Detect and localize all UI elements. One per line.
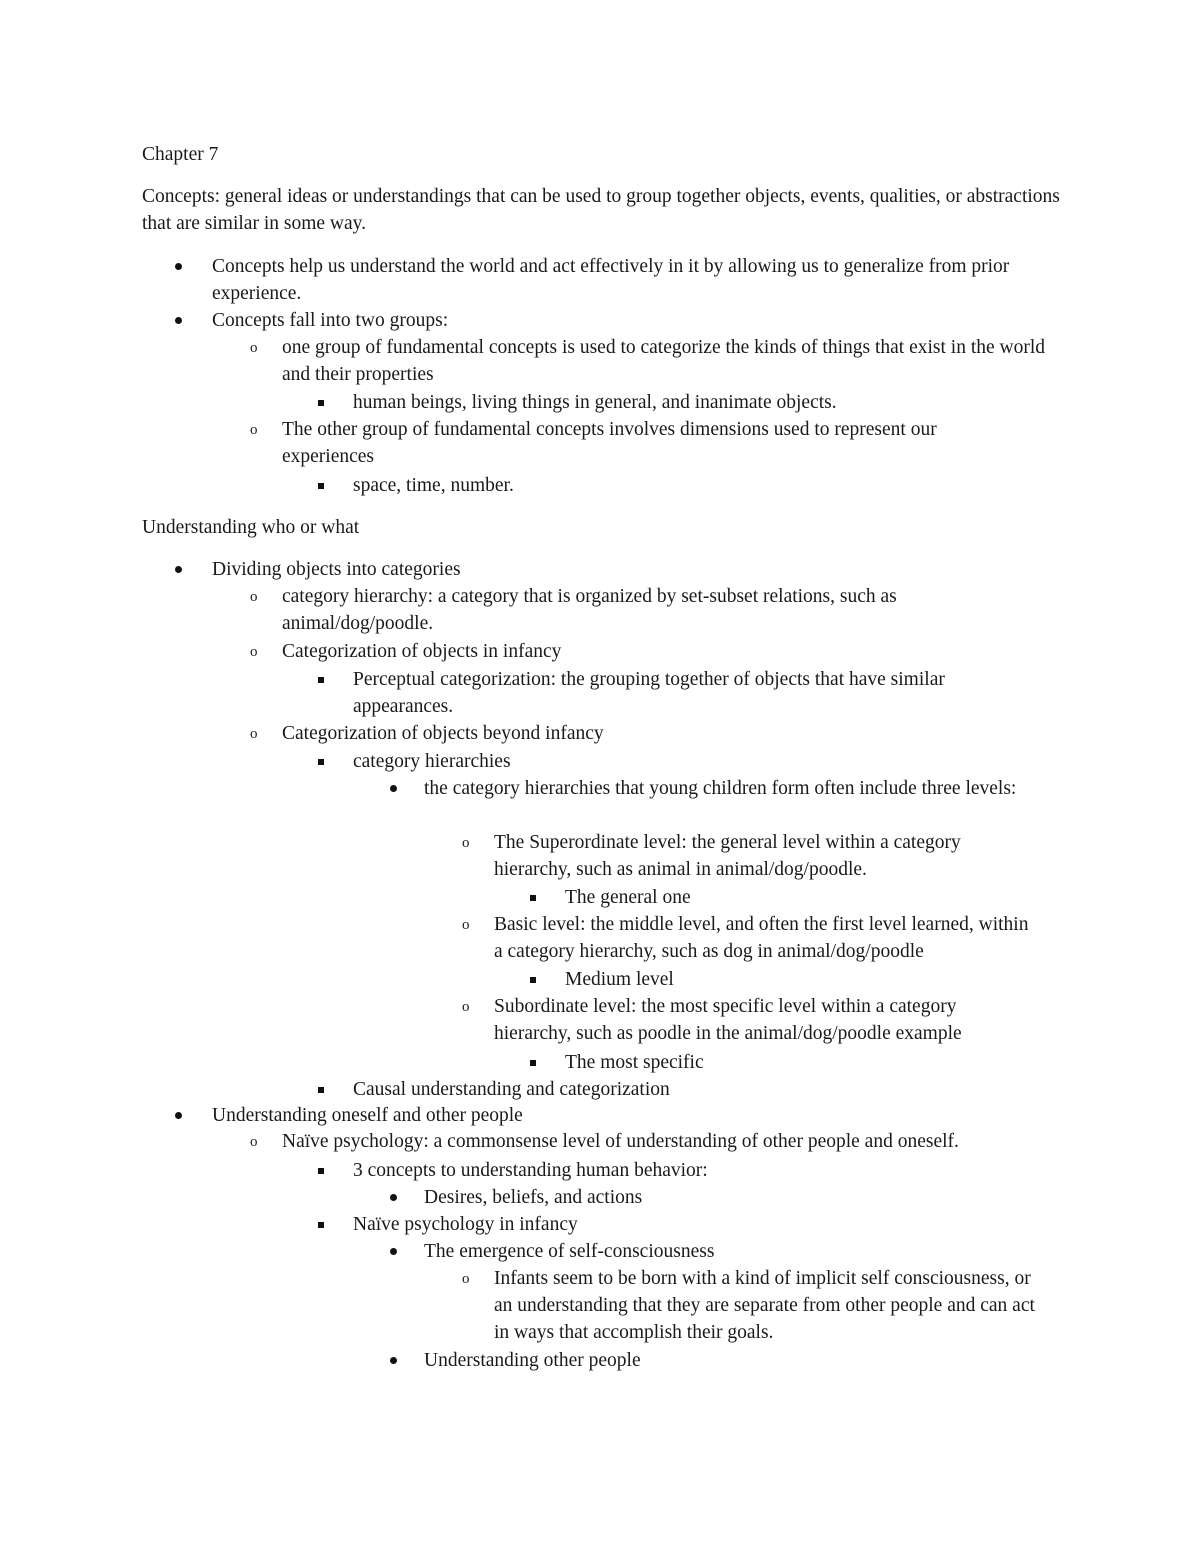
- square-bullet-icon: [318, 472, 324, 489]
- circle-bullet-icon: o: [462, 835, 470, 851]
- list-item: o Categorization of objects beyond infancy: [250, 720, 1052, 747]
- bullet-icon: [390, 1347, 397, 1364]
- list-item: Understanding oneself and other people: [175, 1102, 1062, 1129]
- bullet-icon: [175, 307, 182, 324]
- list-item: The emergence of self-consciousness: [390, 1238, 1029, 1265]
- list-item: o category hierarchy: a category that is organized by set-subset relations, such as animal/dog/poodle.: [250, 583, 982, 637]
- list-item: o The Superordinate level: the general level within a category hierarchy, such as animal in animal/dog/poodle.: [462, 829, 1024, 883]
- list-item: o Infants seem to be born with a kind of implicit self consciousness, or an understanding that they are separate from other people and can act in ways that accomplish their goals.: [462, 1265, 1049, 1347]
- list-item: space, time, number.: [318, 472, 1053, 499]
- section-heading: Understanding who or what: [142, 517, 360, 538]
- square-bullet-icon: [530, 1049, 536, 1066]
- circle-bullet-icon: o: [462, 917, 470, 933]
- square-bullet-icon: [318, 389, 324, 406]
- list-item: 3 concepts to understanding human behavior:: [318, 1157, 1053, 1184]
- list-item: Concepts fall into two groups:: [175, 307, 1062, 334]
- list-item: o Basic level: the middle level, and often the first level learned, within a category hierarchy, such as dog in animal/dog/poodle: [462, 911, 1039, 965]
- circle-bullet-icon: o: [250, 1134, 258, 1150]
- list-item: Medium level: [530, 966, 1045, 993]
- list-item: o Categorization of objects in infancy: [250, 638, 1052, 665]
- square-bullet-icon: [318, 1211, 324, 1228]
- list-item: The most specific: [530, 1049, 1045, 1076]
- bullet-icon: [175, 253, 182, 270]
- list-item: o Naïve psychology: a commonsense level of understanding of other people and oneself.: [250, 1128, 1072, 1155]
- intro-paragraph: Concepts: general ideas or understandings that can be used to group together objects, events, qualities, or abstractions that are similar in some way.: [142, 186, 1060, 235]
- chapter-title: Chapter 7: [142, 144, 219, 165]
- square-bullet-icon: [318, 748, 324, 765]
- bullet-icon: [390, 775, 397, 792]
- circle-bullet-icon: o: [250, 589, 258, 605]
- circle-bullet-icon: o: [250, 644, 258, 660]
- circle-bullet-icon: o: [250, 340, 258, 356]
- list-item: human beings, living things in general, and inanimate objects.: [318, 389, 1053, 416]
- list-item: Desires, beliefs, and actions: [390, 1184, 1029, 1211]
- list-item: Concepts help us understand the world and act effectively in it by allowing us to generalize from prior experience.: [175, 253, 1062, 307]
- list-item: Understanding other people: [390, 1347, 1029, 1374]
- bullet-icon: [175, 1102, 182, 1119]
- circle-bullet-icon: o: [462, 999, 470, 1015]
- bullet-icon: [390, 1238, 397, 1255]
- circle-bullet-icon: o: [462, 1271, 470, 1287]
- list-item: o Subordinate level: the most specific level within a category hierarchy, such as poodle in the animal/dog/poodle example: [462, 993, 1024, 1047]
- list-item: category hierarchies: [318, 748, 1053, 775]
- list-item: o one group of fundamental concepts is used to categorize the kinds of things that exist in the world and their properties: [250, 334, 1052, 388]
- circle-bullet-icon: o: [250, 422, 258, 438]
- square-bullet-icon: [530, 966, 536, 983]
- list-item: Dividing objects into categories: [175, 556, 1062, 583]
- list-item: the category hierarchies that young children form often include three levels:: [390, 775, 1029, 802]
- list-item: Naïve psychology in infancy: [318, 1211, 1053, 1238]
- list-item: Perceptual categorization: the grouping together of objects that have similar appearances.: [318, 666, 1018, 720]
- bullet-icon: [175, 556, 182, 573]
- square-bullet-icon: [318, 1076, 324, 1093]
- square-bullet-icon: [318, 666, 324, 683]
- square-bullet-icon: [318, 1157, 324, 1174]
- list-item: o The other group of fundamental concepts involves dimensions used to represent our experiences: [250, 416, 1022, 470]
- list-item: Causal understanding and categorization: [318, 1076, 1053, 1103]
- square-bullet-icon: [530, 884, 536, 901]
- list-item: The general one: [530, 884, 1045, 911]
- bullet-icon: [390, 1184, 397, 1201]
- circle-bullet-icon: o: [250, 726, 258, 742]
